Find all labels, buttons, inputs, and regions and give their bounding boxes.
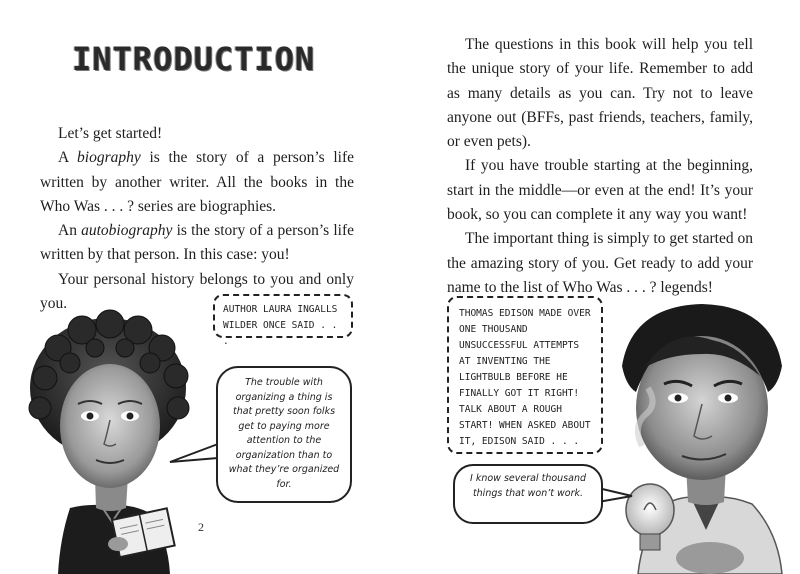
article: An [58, 222, 77, 240]
speech-bubble: I know several thousand things that won’t work. [453, 464, 603, 524]
paragraph-text: is the story of a person’s life written by another writer. All the books in the Who Was . . . ? series are biographies. [40, 149, 355, 215]
paragraph: The questions in this book will help you tell the unique story of your life. Remember to add as many details as you can. Try not to leave anyone out (BFFs, past friends, teachers, family, or even pets). [447, 36, 753, 151]
paragraph: Your personal history belongs to you and only you. [40, 270, 354, 313]
thomas-edison-portrait [582, 296, 800, 574]
chapter-title: INTRODUCTION [72, 40, 316, 78]
right-body-text [447, 33, 753, 300]
article: A [58, 149, 69, 167]
paragraph [40, 146, 354, 219]
speech-bubble: The trouble with organizing a thing is that pretty soon folks get to paying more attention to the organization than to what they’re organized for. [216, 366, 352, 503]
left-body-text [40, 122, 354, 316]
paragraph [40, 219, 354, 268]
term-biography: biography [77, 149, 141, 167]
paragraph: The important thing is simply to get started on the amazing story of you. Get ready to add your name to the list of Who Was . . . ? legends! [447, 230, 753, 296]
paragraph: Let’s get started! [58, 125, 163, 142]
caption-box: THOMAS EDISON MADE OVER ONE THOUSAND UNSUCCESSFUL ATTEMPTS AT INVENTING THE LIGHTBULB BEFORE HE FINALLY GOT IT RIGHT! TALK ABOUT A ROUGH START! WHEN ASKED ABOUT IT, EDISON SAID . . . [447, 296, 603, 454]
paragraph-text: is the story of a person’s life written by that person. In this case: you! [40, 222, 354, 264]
caption-box: AUTHOR LAURA INGALLS WILDER ONCE SAID . . . [213, 294, 353, 338]
right-page [400, 0, 800, 574]
speech-bubble-tail [168, 440, 222, 470]
paragraph: If you have trouble starting at the beginning, start in the middle—or even at the end! It’s your book, so you can complete it any way you want! [447, 157, 753, 224]
term-autobiography: autobiography [81, 222, 173, 240]
page-number: 2 [198, 520, 204, 534]
